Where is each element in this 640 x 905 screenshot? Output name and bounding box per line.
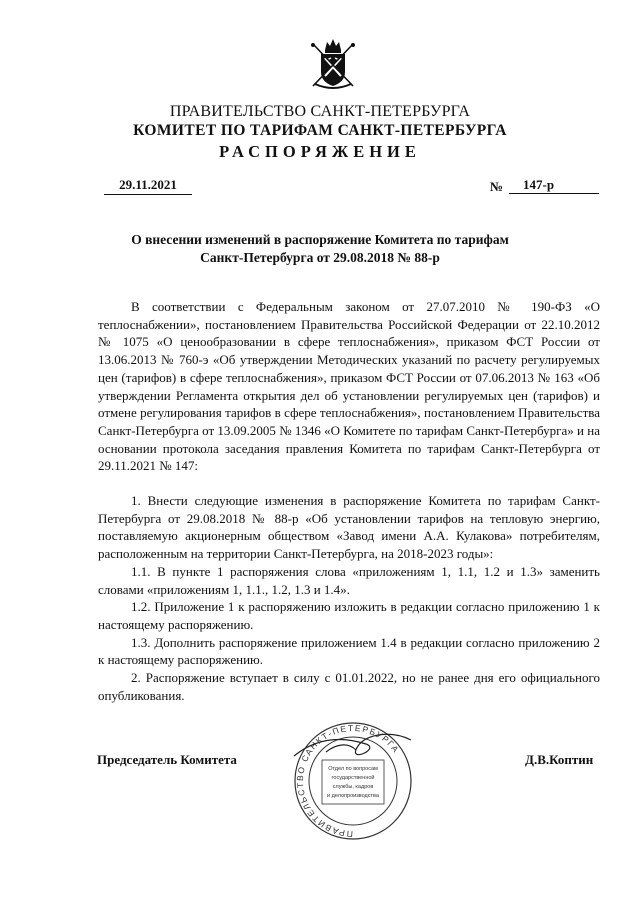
item-1-3: 1.3. Дополнить распоряжение приложением 1.4 в редакции согласно приложению 2 к настоящему распоряжению. bbox=[98, 634, 600, 668]
item-1-1: 1.1. В пункте 1 распоряжения слова «приложениям 1, 1.1, 1.2 и 1.3» заменить словами «приложениям 1, 1.1., 1.2, 1.3 и 1.4». bbox=[98, 563, 600, 597]
item-1: 1. Внести следующие изменения в распоряжение Комитета по тарифам Санкт-Петербурга от 29.08.2018 № 88-р «Об установлении тарифов на тепловую энергию, поставляемую акционерным обществом «Завод имени А.А. Кулакова» потребителям, расположенным на территории Санкт-Петербурга, на 2018-2023 годы»: bbox=[98, 493, 600, 562]
stamp-line-4: и делопроизводства bbox=[327, 793, 379, 799]
item-1-2: 1.2. Приложение 1 к распоряжению изложить в редакции согласно приложению 1 к настоящему распоряжению. bbox=[98, 599, 600, 632]
official-stamp bbox=[286, 716, 421, 846]
government-heading: ПРАВИТЕЛЬСТВО САНКТ-ПЕТЕРБУРГА bbox=[169, 103, 471, 120]
document-subject bbox=[0, 231, 640, 267]
resolution-items bbox=[98, 492, 600, 704]
item-2: 2. Распоряжение вступает в силу с 01.01.2022, но не ранее дня его официального опубликования. bbox=[98, 670, 600, 703]
signatory-name: Д.В.Коптин bbox=[525, 752, 594, 767]
stamp-line-1: Отдел по вопросам bbox=[328, 766, 378, 772]
subject-line-2: Санкт-Петербурга от 29.08.2018 № 88-р bbox=[200, 250, 440, 265]
number-label: № bbox=[490, 179, 504, 194]
stamp-line-2: государственной bbox=[331, 775, 375, 781]
preamble-block bbox=[98, 298, 600, 475]
document-date: 29.11.2021 bbox=[104, 177, 192, 195]
subject-line-1: О внесении изменений в распоряжение Комитета по тарифам bbox=[131, 232, 509, 247]
preamble-paragraph: В соответствии с Федеральным законом от 27.07.2010 № 190-ФЗ «О теплоснабжении», постановлением Правительства Российской Федерации от 22.10.2012 № 1075 «О ценообразовании в сфере теплоснабжения», приказом ФСТ России от 13.06.2013 № 760-э «Об утверждении Методических указаний по расчету регулируемых цен (тарифов) в сфере теплоснабжения», приказом ФСТ России от 07.06.2013 № 163 «Об утверждении Регламента открытия дел об установлении регулируемых цен (тарифов) и отмене регулирования тарифов в сфере теплоснабжения», постановлением Правительства Санкт-Петербурга от 13.09.2005 № 1346 «О Комитете по тарифам Санкт-Петербурга» и на основании протокола заседания правления Комитета по тарифам Санкт-Петербурга от 29.11.2021 № 147: bbox=[98, 299, 600, 474]
committee-heading: КОМИТЕТ ПО ТАРИФАМ САНКТ-ПЕТЕРБУРГА bbox=[133, 122, 507, 139]
document-number: 147-р bbox=[509, 177, 599, 194]
signatory-title: Председатель Комитета bbox=[97, 752, 237, 767]
stamp-line-3: службы, кадров bbox=[332, 784, 374, 790]
stamp-ring-text: ПРАВИТЕЛЬСТВО САНКТ-ПЕТЕРБУРГА bbox=[294, 722, 402, 840]
document-type-heading: РАСПОРЯЖЕНИЕ bbox=[219, 142, 421, 161]
coat-of-arms-emblem bbox=[303, 36, 363, 92]
